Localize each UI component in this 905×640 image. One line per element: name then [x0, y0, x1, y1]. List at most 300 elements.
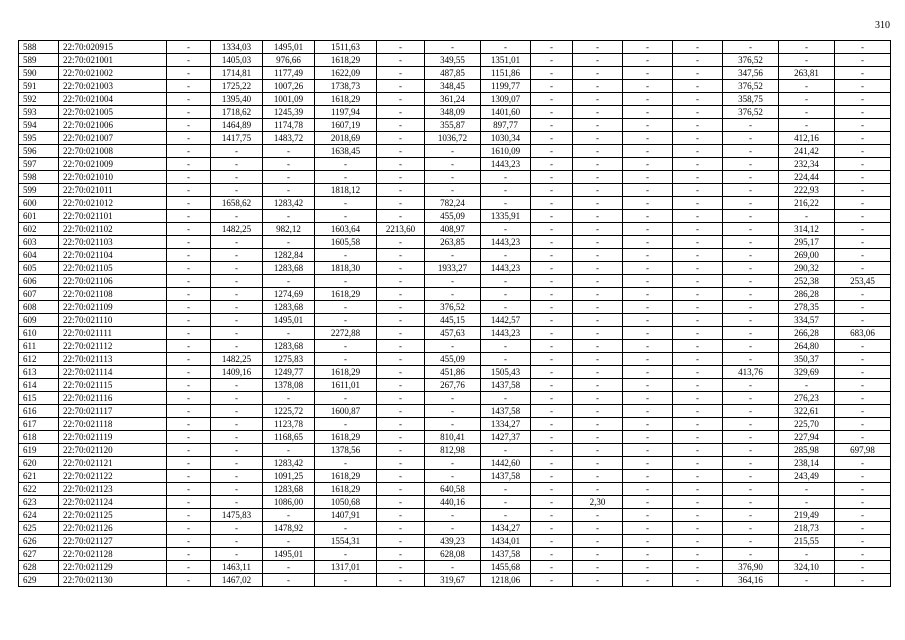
value-cell: -: [573, 106, 623, 119]
row-number-cell: 628: [19, 561, 59, 574]
value-cell: -: [211, 457, 263, 470]
table-row: [19, 236, 891, 249]
value-cell: -: [425, 470, 481, 483]
value-cell: -: [531, 535, 573, 548]
row-number-cell: 606: [19, 275, 59, 288]
value-cell: -: [573, 80, 623, 93]
value-cell: -: [573, 93, 623, 106]
value-cell: -: [573, 210, 623, 223]
value-cell: -: [623, 340, 673, 353]
value-cell: -: [531, 288, 573, 301]
row-number-cell: 626: [19, 535, 59, 548]
value-cell: -: [573, 340, 623, 353]
value-cell: 1091,25: [263, 470, 315, 483]
cadastral-code-cell: 22:70:021121: [59, 457, 167, 470]
table-row: [19, 561, 891, 574]
cadastral-code-cell: 22:70:021108: [59, 288, 167, 301]
value-cell: -: [263, 171, 315, 184]
value-cell: -: [481, 223, 531, 236]
value-cell: -: [835, 483, 891, 496]
value-cell: 1475,83: [211, 509, 263, 522]
value-cell: -: [425, 41, 481, 54]
value-cell: -: [167, 314, 211, 327]
value-cell: -: [377, 405, 425, 418]
value-cell: 1334,27: [481, 418, 531, 431]
value-cell: 487,85: [425, 67, 481, 80]
value-cell: 628,08: [425, 548, 481, 561]
cadastral-code-cell: 22:70:021127: [59, 535, 167, 548]
value-cell: -: [623, 288, 673, 301]
value-cell: -: [573, 54, 623, 67]
value-cell: -: [263, 184, 315, 197]
value-cell: 1442,60: [481, 457, 531, 470]
value-cell: -: [263, 275, 315, 288]
table-row: [19, 353, 891, 366]
value-cell: 1283,68: [263, 483, 315, 496]
value-cell: -: [723, 392, 779, 405]
value-cell: 227,94: [779, 431, 835, 444]
value-cell: -: [211, 483, 263, 496]
value-cell: -: [673, 145, 723, 158]
value-cell: -: [623, 262, 673, 275]
value-cell: -: [623, 561, 673, 574]
value-cell: -: [377, 249, 425, 262]
value-cell: -: [835, 535, 891, 548]
value-cell: -: [377, 483, 425, 496]
value-cell: -: [531, 197, 573, 210]
row-number-cell: 597: [19, 158, 59, 171]
value-cell: -: [531, 301, 573, 314]
value-cell: 1378,56: [315, 444, 377, 457]
value-cell: -: [673, 67, 723, 80]
row-number-cell: 627: [19, 548, 59, 561]
row-number-cell: 620: [19, 457, 59, 470]
value-cell: -: [573, 444, 623, 457]
value-cell: -: [315, 158, 377, 171]
value-cell: -: [531, 80, 573, 93]
value-cell: -: [723, 223, 779, 236]
value-cell: -: [377, 41, 425, 54]
value-cell: -: [167, 54, 211, 67]
table-row: [19, 366, 891, 379]
value-cell: -: [673, 327, 723, 340]
value-cell: -: [211, 301, 263, 314]
value-cell: -: [263, 327, 315, 340]
value-cell: 1378,08: [263, 379, 315, 392]
value-cell: -: [531, 145, 573, 158]
value-cell: 376,52: [425, 301, 481, 314]
value-cell: -: [835, 379, 891, 392]
value-cell: -: [573, 301, 623, 314]
value-cell: -: [835, 340, 891, 353]
value-cell: -: [723, 249, 779, 262]
value-cell: 232,34: [779, 158, 835, 171]
value-cell: 1464,89: [211, 119, 263, 132]
value-cell: 1283,42: [263, 457, 315, 470]
value-cell: 1443,23: [481, 236, 531, 249]
value-cell: -: [481, 184, 531, 197]
value-cell: -: [835, 366, 891, 379]
value-cell: -: [673, 119, 723, 132]
value-cell: -: [531, 223, 573, 236]
value-cell: -: [673, 210, 723, 223]
value-cell: -: [573, 158, 623, 171]
value-cell: -: [167, 392, 211, 405]
value-cell: -: [425, 158, 481, 171]
value-cell: 1618,29: [315, 483, 377, 496]
value-cell: -: [623, 314, 673, 327]
value-cell: 1405,03: [211, 54, 263, 67]
value-cell: -: [723, 288, 779, 301]
value-cell: -: [531, 119, 573, 132]
value-cell: -: [723, 496, 779, 509]
value-cell: 1309,07: [481, 93, 531, 106]
cadastral-code-cell: 22:70:021128: [59, 548, 167, 561]
value-cell: -: [377, 93, 425, 106]
value-cell: 1283,68: [263, 340, 315, 353]
table-row: [19, 405, 891, 418]
value-cell: 1283,68: [263, 301, 315, 314]
value-cell: -: [211, 444, 263, 457]
value-cell: -: [531, 431, 573, 444]
value-cell: -: [573, 314, 623, 327]
value-cell: -: [623, 93, 673, 106]
value-cell: -: [673, 301, 723, 314]
table-row: [19, 522, 891, 535]
value-cell: 1197,94: [315, 106, 377, 119]
value-cell: -: [377, 574, 425, 587]
table-body: [19, 41, 891, 587]
value-cell: 376,52: [723, 54, 779, 67]
value-cell: -: [673, 522, 723, 535]
value-cell: -: [377, 288, 425, 301]
value-cell: -: [623, 301, 673, 314]
table-row: [19, 54, 891, 67]
value-cell: -: [573, 418, 623, 431]
row-number-cell: 622: [19, 483, 59, 496]
value-cell: 897,77: [481, 119, 531, 132]
value-cell: -: [623, 353, 673, 366]
cadastral-code-cell: 22:70:021004: [59, 93, 167, 106]
value-cell: -: [673, 392, 723, 405]
data-table: [18, 40, 891, 587]
value-cell: -: [531, 236, 573, 249]
value-cell: -: [835, 67, 891, 80]
value-cell: -: [835, 236, 891, 249]
value-cell: 252,38: [779, 275, 835, 288]
value-cell: -: [531, 314, 573, 327]
value-cell: -: [263, 392, 315, 405]
value-cell: -: [531, 496, 573, 509]
value-cell: 350,37: [779, 353, 835, 366]
value-cell: -: [723, 236, 779, 249]
value-cell: -: [623, 132, 673, 145]
value-cell: -: [673, 418, 723, 431]
value-cell: -: [531, 327, 573, 340]
value-cell: -: [623, 249, 673, 262]
row-number-cell: 629: [19, 574, 59, 587]
value-cell: -: [315, 275, 377, 288]
row-number-cell: 601: [19, 210, 59, 223]
value-cell: -: [315, 457, 377, 470]
value-cell: 285,98: [779, 444, 835, 457]
cadastral-code-cell: 22:70:021007: [59, 132, 167, 145]
value-cell: -: [723, 379, 779, 392]
cadastral-code-cell: 22:70:021126: [59, 522, 167, 535]
value-cell: 218,73: [779, 522, 835, 535]
value-cell: -: [673, 353, 723, 366]
value-cell: -: [531, 67, 573, 80]
value-cell: -: [211, 405, 263, 418]
value-cell: -: [377, 275, 425, 288]
value-cell: 1505,43: [481, 366, 531, 379]
value-cell: 1086,00: [263, 496, 315, 509]
value-cell: -: [835, 262, 891, 275]
value-cell: 1275,83: [263, 353, 315, 366]
value-cell: -: [315, 340, 377, 353]
value-cell: 264,80: [779, 340, 835, 353]
value-cell: -: [377, 366, 425, 379]
value-cell: -: [723, 444, 779, 457]
table-row: [19, 418, 891, 431]
value-cell: 1603,64: [315, 223, 377, 236]
value-cell: -: [167, 431, 211, 444]
row-number-cell: 624: [19, 509, 59, 522]
value-cell: -: [315, 301, 377, 314]
cadastral-code-cell: 22:70:021102: [59, 223, 167, 236]
value-cell: -: [167, 340, 211, 353]
value-cell: -: [723, 171, 779, 184]
value-cell: -: [573, 236, 623, 249]
value-cell: 1467,02: [211, 574, 263, 587]
value-cell: 982,12: [263, 223, 315, 236]
value-cell: -: [531, 210, 573, 223]
value-cell: -: [835, 392, 891, 405]
value-cell: -: [211, 262, 263, 275]
value-cell: -: [623, 509, 673, 522]
value-cell: 1437,58: [481, 548, 531, 561]
value-cell: -: [481, 392, 531, 405]
value-cell: -: [835, 158, 891, 171]
value-cell: 1437,58: [481, 470, 531, 483]
value-cell: 1463,11: [211, 561, 263, 574]
value-cell: 329,69: [779, 366, 835, 379]
table-row: [19, 457, 891, 470]
value-cell: -: [531, 184, 573, 197]
value-cell: -: [531, 379, 573, 392]
value-cell: 1442,57: [481, 314, 531, 327]
value-cell: -: [673, 444, 723, 457]
value-cell: 1495,01: [263, 41, 315, 54]
value-cell: 1718,62: [211, 106, 263, 119]
value-cell: -: [481, 275, 531, 288]
value-cell: 376,90: [723, 561, 779, 574]
value-cell: 413,76: [723, 366, 779, 379]
value-cell: 1611,01: [315, 379, 377, 392]
value-cell: -: [623, 236, 673, 249]
value-cell: -: [315, 210, 377, 223]
value-cell: -: [211, 210, 263, 223]
value-cell: 445,15: [425, 314, 481, 327]
value-cell: -: [211, 431, 263, 444]
value-cell: 976,66: [263, 54, 315, 67]
value-cell: -: [673, 184, 723, 197]
value-cell: -: [835, 41, 891, 54]
row-number-cell: 607: [19, 288, 59, 301]
cadastral-code-cell: 22:70:021005: [59, 106, 167, 119]
value-cell: -: [623, 418, 673, 431]
value-cell: -: [377, 548, 425, 561]
value-cell: -: [531, 340, 573, 353]
value-cell: 1610,09: [481, 145, 531, 158]
value-cell: -: [723, 405, 779, 418]
value-cell: -: [623, 522, 673, 535]
value-cell: -: [377, 444, 425, 457]
value-cell: -: [211, 418, 263, 431]
value-cell: -: [531, 522, 573, 535]
value-cell: -: [531, 483, 573, 496]
value-cell: -: [835, 457, 891, 470]
value-cell: -: [573, 119, 623, 132]
value-cell: 1199,77: [481, 80, 531, 93]
value-cell: 1618,29: [315, 93, 377, 106]
value-cell: -: [623, 366, 673, 379]
value-cell: -: [673, 496, 723, 509]
value-cell: -: [211, 288, 263, 301]
table-row: [19, 327, 891, 340]
value-cell: -: [531, 418, 573, 431]
value-cell: 2,30: [573, 496, 623, 509]
value-cell: -: [531, 574, 573, 587]
value-cell: -: [835, 197, 891, 210]
value-cell: 1638,45: [315, 145, 377, 158]
value-cell: 1933,27: [425, 262, 481, 275]
row-number-cell: 600: [19, 197, 59, 210]
cadastral-code-cell: 22:70:021119: [59, 431, 167, 444]
value-cell: 1036,72: [425, 132, 481, 145]
table-row: [19, 119, 891, 132]
value-cell: -: [623, 145, 673, 158]
value-cell: 1443,23: [481, 158, 531, 171]
value-cell: -: [779, 379, 835, 392]
row-number-cell: 604: [19, 249, 59, 262]
value-cell: -: [481, 509, 531, 522]
value-cell: 263,85: [425, 236, 481, 249]
value-cell: -: [167, 444, 211, 457]
cadastral-code-cell: 22:70:021002: [59, 67, 167, 80]
value-cell: -: [377, 171, 425, 184]
value-cell: -: [167, 327, 211, 340]
row-number-cell: 603: [19, 236, 59, 249]
value-cell: -: [377, 106, 425, 119]
value-cell: -: [167, 353, 211, 366]
value-cell: -: [673, 457, 723, 470]
value-cell: -: [673, 548, 723, 561]
value-cell: -: [531, 457, 573, 470]
value-cell: -: [573, 457, 623, 470]
row-number-cell: 610: [19, 327, 59, 340]
value-cell: -: [573, 483, 623, 496]
value-cell: -: [779, 483, 835, 496]
value-cell: -: [723, 119, 779, 132]
value-cell: -: [723, 41, 779, 54]
value-cell: 1007,26: [263, 80, 315, 93]
value-cell: 1618,29: [315, 54, 377, 67]
value-cell: -: [263, 236, 315, 249]
value-cell: -: [425, 457, 481, 470]
value-cell: 1554,31: [315, 535, 377, 548]
table-row: [19, 145, 891, 158]
value-cell: -: [425, 405, 481, 418]
value-cell: 358,75: [723, 93, 779, 106]
value-cell: 1283,42: [263, 197, 315, 210]
value-cell: -: [167, 483, 211, 496]
value-cell: 1725,22: [211, 80, 263, 93]
value-cell: 1283,68: [263, 262, 315, 275]
value-cell: -: [531, 54, 573, 67]
value-cell: -: [167, 457, 211, 470]
value-cell: -: [531, 158, 573, 171]
value-cell: -: [673, 314, 723, 327]
value-cell: -: [481, 353, 531, 366]
value-cell: -: [835, 80, 891, 93]
value-cell: -: [623, 158, 673, 171]
value-cell: 347,56: [723, 67, 779, 80]
cadastral-code-cell: 22:70:021129: [59, 561, 167, 574]
cadastral-code-cell: 22:70:021010: [59, 171, 167, 184]
value-cell: -: [531, 470, 573, 483]
value-cell: -: [673, 158, 723, 171]
value-cell: -: [377, 431, 425, 444]
value-cell: -: [263, 145, 315, 158]
value-cell: -: [779, 54, 835, 67]
cadastral-code-cell: 22:70:021115: [59, 379, 167, 392]
value-cell: -: [377, 457, 425, 470]
value-cell: -: [481, 197, 531, 210]
value-cell: -: [531, 41, 573, 54]
value-cell: -: [377, 80, 425, 93]
value-cell: -: [623, 574, 673, 587]
value-cell: -: [167, 223, 211, 236]
value-cell: -: [377, 54, 425, 67]
value-cell: 1351,01: [481, 54, 531, 67]
value-cell: -: [481, 288, 531, 301]
cadastral-code-cell: 22:70:021009: [59, 158, 167, 171]
table-row: [19, 132, 891, 145]
table-row: [19, 184, 891, 197]
value-cell: -: [167, 418, 211, 431]
value-cell: -: [673, 483, 723, 496]
value-cell: 243,49: [779, 470, 835, 483]
value-cell: -: [723, 275, 779, 288]
value-cell: -: [573, 132, 623, 145]
value-cell: 640,58: [425, 483, 481, 496]
value-cell: -: [167, 106, 211, 119]
value-cell: -: [835, 418, 891, 431]
value-cell: -: [673, 405, 723, 418]
value-cell: -: [167, 275, 211, 288]
value-cell: -: [835, 470, 891, 483]
value-cell: -: [673, 379, 723, 392]
value-cell: -: [835, 184, 891, 197]
value-cell: 253,45: [835, 275, 891, 288]
value-cell: -: [673, 41, 723, 54]
value-cell: 267,76: [425, 379, 481, 392]
value-cell: -: [167, 80, 211, 93]
value-cell: 376,52: [723, 80, 779, 93]
value-cell: 222,93: [779, 184, 835, 197]
page-number: 310: [875, 20, 890, 31]
